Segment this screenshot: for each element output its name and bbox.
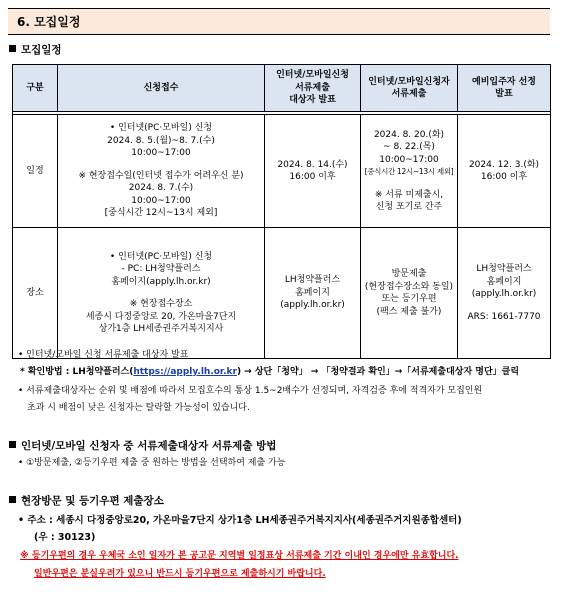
cell-line: 홈페이지 <box>295 287 330 298</box>
cell-line: ※ 현장접수장소 <box>129 299 193 309</box>
cell-line: 16:00 이후 <box>480 172 528 182</box>
cell-line: 16:00 이후 <box>289 172 336 182</box>
cell-line: LH청약플러스 <box>476 264 532 274</box>
cell-line: 10:00~17:00 <box>131 148 191 159</box>
cell-line: (현장접수장소와 동일) <box>364 281 454 292</box>
cell-line: 상가1층 LH세종권주거복지지사 <box>98 324 224 334</box>
row-label: 일정 <box>13 115 58 228</box>
cell-line: 10:00~17:00 <box>379 154 439 165</box>
note-announce: • 인터넷/모바일 신청 서류제출 대상자 발표 <box>18 350 189 360</box>
submit-cell <box>361 115 458 228</box>
warning-registered-mail: ※ 등기우편의 경우 우체국 소인 일자가 본 공고문 지역별 일정표상 서류제출 기간 이내인 경우에만 유효합니다. <box>20 551 459 561</box>
row-label: 장소 <box>13 228 58 359</box>
col-header: 인터넷/모바일신청자 서류제출 <box>361 65 458 112</box>
announce-cell <box>265 115 361 228</box>
cell-line: 2024. 12. 3.(화) <box>468 159 540 170</box>
subtitle-place-text: 현장방문 및 등기우편 제출장소 <box>21 495 164 507</box>
table-row <box>13 115 551 228</box>
cell-line: 홈페이지 <box>486 276 522 287</box>
cell-line: [중식시간 12시~13시 제외] <box>104 208 218 219</box>
table-row <box>13 228 551 359</box>
cell-line: - PC: LH청약플러스 <box>121 264 201 274</box>
subtitle-place <box>9 493 164 508</box>
cell-line: 2024. 8. 20.(화) <box>373 129 445 140</box>
schedule-table <box>12 64 551 359</box>
announce-cell <box>265 228 361 359</box>
square-bullet-icon <box>9 496 16 503</box>
submit-cell <box>361 228 458 359</box>
col-header: 인터넷/모바일신청 서류제출 대상자 발표 <box>265 65 361 112</box>
postcode-line: (우 : 30123) <box>34 532 96 543</box>
cell-line: ※ 서류 미제출시, <box>374 189 444 200</box>
note-text: 서류제출대상자는 순위 및 배점에 따라서 모집호수의 통상 1.5~2배수가 선정되며, 자격검증 후에 적격자가 모집인원 <box>26 386 483 396</box>
select-cell <box>458 228 551 359</box>
cell-line: 방문제출 <box>391 269 427 279</box>
cell-line: 또는 등기우편 <box>381 294 437 304</box>
apply-cell <box>58 115 265 228</box>
select-cell <box>458 115 551 228</box>
note-text: 초과 시 배점이 낮은 신청자는 탈락할 가능성이 있습니다. <box>27 403 250 413</box>
cell-line: ※ 현장접수일(인터넷 접수가 어려우신 분) <box>78 170 244 181</box>
cell-line: (apply.lh.or.kr) <box>280 300 345 311</box>
warning-regular-mail: 일반우편은 분실우려가 있으니 반드시 등기우편으로 제출하시기 바랍니다. <box>34 569 326 579</box>
table-header-row <box>13 65 551 112</box>
cell-line: • 인터넷(PC·모바일) 신청 <box>109 251 213 262</box>
address-text: 주소 : 세종시 다정중앙로20, 가온마을7단지 상가1층 LH세종권주거복지지사(세종권주거지원종합센터) <box>27 515 462 526</box>
note-text: ①방문제출, ②등기우편 제출 중 원하는 방법을 선택하여 제출 가능 <box>26 458 286 468</box>
subtitle-method-text: 인터넷/모바일 신청자 중 서류제출대상자 서류제출 방법 <box>21 440 277 452</box>
note-text: 인터넷/모바일 신청 서류제출 대상자 발표 <box>26 350 189 360</box>
cell-line: [중식시간 12시~13시 제외] <box>364 167 454 176</box>
cell-line: 10:00~17:00 <box>131 195 191 206</box>
cell-line: ARS: 1661-7770 <box>467 311 541 322</box>
cell-line: 홈페이지(apply.lh.or.kr) <box>111 276 211 287</box>
method-text: • ①방문제출, ②등기우편 제출 중 원하는 방법을 선택하여 제출 가능 <box>18 458 286 468</box>
note-check-method: * 확인방법 : LH청약플러스(https://apply.lh.or.kr) → 상단「청약」 → 「청약결과 확인」→「서류제출대상자 명단」클릭 <box>20 367 520 377</box>
col-header: 구분 <box>13 65 58 112</box>
cell-line: LH청약플러스 <box>284 275 341 286</box>
subtitle-method <box>9 438 276 453</box>
subtitle-schedule-text: 모집일정 <box>21 44 62 56</box>
subtitle-schedule <box>9 42 62 57</box>
col-header: 예비입주자 선정 발표 <box>458 65 551 112</box>
note-selection-cont <box>27 401 250 415</box>
cell-line: • 인터넷(PC·모바일) 신청 <box>109 123 213 134</box>
cell-line: 2024. 8. 7.(수) <box>128 183 194 194</box>
note-text: ) → 상단「청약」 → 「청약결과 확인」→「서류제출대상자 명단」클릭 <box>236 367 520 377</box>
apply-cell <box>58 228 265 359</box>
cell-line: 2024. 8. 5.(월)~8. 7.(수) <box>107 135 215 146</box>
cell-line: (팩스 제출 불가) <box>376 306 442 317</box>
note-text: 확인방법 : LH청약플러스( <box>27 367 134 377</box>
cell-line: 2024. 8. 14.(수) <box>277 159 348 170</box>
cell-line: 신청 포기로 간주 <box>375 202 443 212</box>
col-header: 신청접수 <box>58 65 265 112</box>
section-title: 6. 모집일정 <box>8 8 550 35</box>
square-bullet-icon <box>9 45 16 52</box>
address-line: • 주소 : 세종시 다정중앙로20, 가온마을7단지 상가1층 LH세종권주거복지지사(세종권주거지원종합센터) <box>18 515 462 526</box>
cell-line: ~ 8. 22.(목) <box>383 142 435 152</box>
apply-link[interactable]: https://apply.lh.or.kr <box>133 367 237 377</box>
note-selection: • 서류제출대상자는 순위 및 배점에 따라서 모집호수의 통상 1.5~2배수가 선정되며, 자격검증 후에 적격자가 모집인원 <box>18 386 483 396</box>
cell-line: (apply.lh.or.kr) <box>471 289 537 299</box>
square-bullet-icon <box>9 441 16 448</box>
cell-line: 세종시 다정중앙로 20, 가온마을7단지 <box>85 311 237 322</box>
